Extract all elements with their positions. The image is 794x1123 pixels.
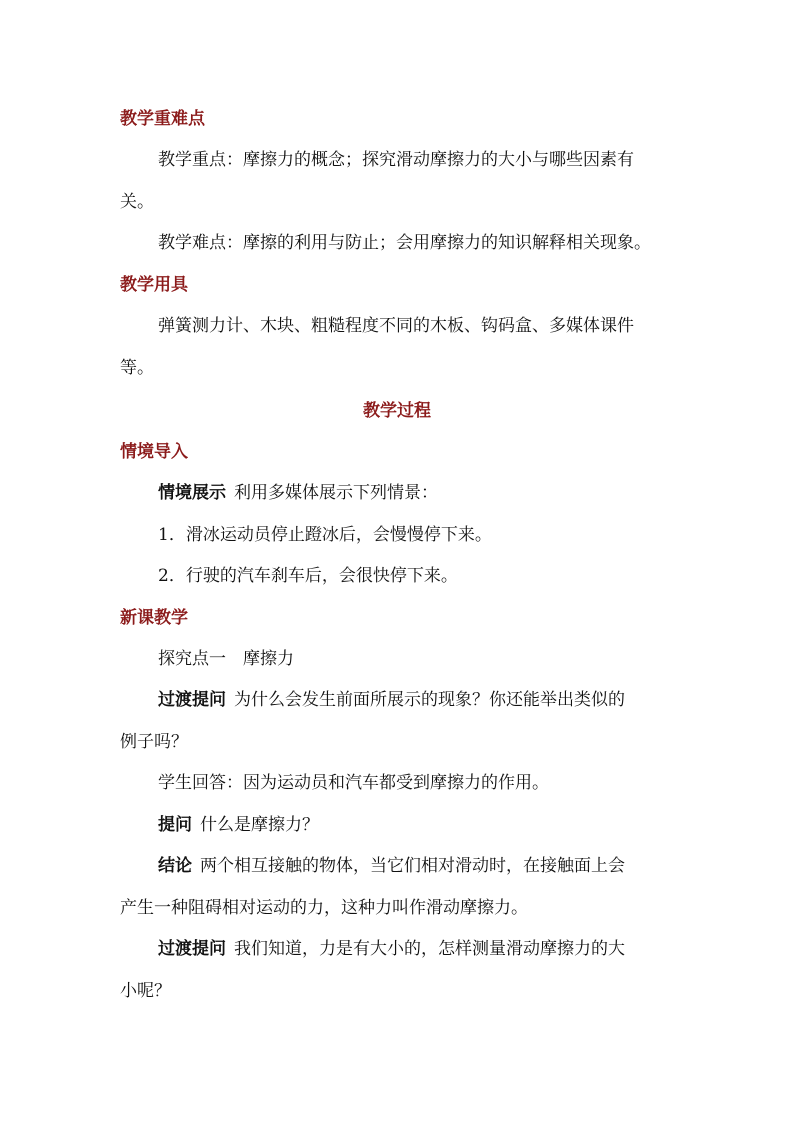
conclusion-text: 两个相互接触的物体，当它们相对滑动时，在接触面上会 [200, 856, 625, 876]
transition-label-2: 过渡提问 [158, 939, 226, 959]
student-answer: 学生回答：因为运动员和汽车都受到摩擦力的作用。 [158, 773, 549, 793]
heading-key-difficult: 教学重难点 [120, 109, 205, 129]
scene-item-2: 2．行驶的汽车刹车后，会很快停下来。 [158, 566, 458, 586]
question-text: 什么是摩擦力？ [200, 815, 319, 835]
heading-process: 教学过程 [363, 401, 431, 421]
transition-text-1: 为什么会发生前面所展示的现象？你还能举出类似的 [234, 690, 625, 710]
key-point-line-cont: 关。 [120, 192, 154, 212]
conclusion-line [158, 856, 625, 876]
heading-new-lesson: 新课教学 [120, 608, 188, 628]
key-point-line: 教学重点：摩擦力的概念；探究滑动摩擦力的大小与哪些因素有 [158, 150, 634, 170]
tools-line-cont: 等。 [120, 358, 154, 378]
heading-intro: 情境导入 [120, 442, 188, 462]
explore-point: 探究点一 摩擦力 [158, 649, 294, 669]
transition-question-2-cont: 小呢？ [120, 981, 171, 1001]
transition-text-2: 我们知道，力是有大小的，怎样测量滑动摩擦力的大 [234, 939, 625, 959]
transition-question-2 [158, 939, 625, 959]
scene-line [158, 483, 438, 503]
difficult-point-line: 教学难点：摩擦的利用与防止；会用摩擦力的知识解释相关现象。 [158, 233, 651, 253]
scene-text: 利用多媒体展示下列情景： [234, 483, 438, 503]
conclusion-line-cont: 产生一种阻碍相对运动的力，这种力叫作滑动摩擦力。 [120, 898, 528, 918]
tools-line: 弹簧测力计、木块、粗糙程度不同的木板、钩码盒、多媒体课件 [158, 316, 634, 336]
question-label: 提问 [158, 815, 192, 835]
conclusion-label: 结论 [158, 856, 192, 876]
scene-item-1: 1．滑冰运动员停止蹬冰后，会慢慢停下来。 [158, 525, 492, 545]
transition-question-1 [158, 690, 625, 710]
question-line [158, 815, 319, 835]
transition-question-1-cont: 例子吗？ [120, 732, 188, 752]
transition-label-1: 过渡提问 [158, 690, 226, 710]
scene-label: 情境展示 [158, 483, 226, 503]
heading-tools: 教学用具 [120, 275, 188, 295]
